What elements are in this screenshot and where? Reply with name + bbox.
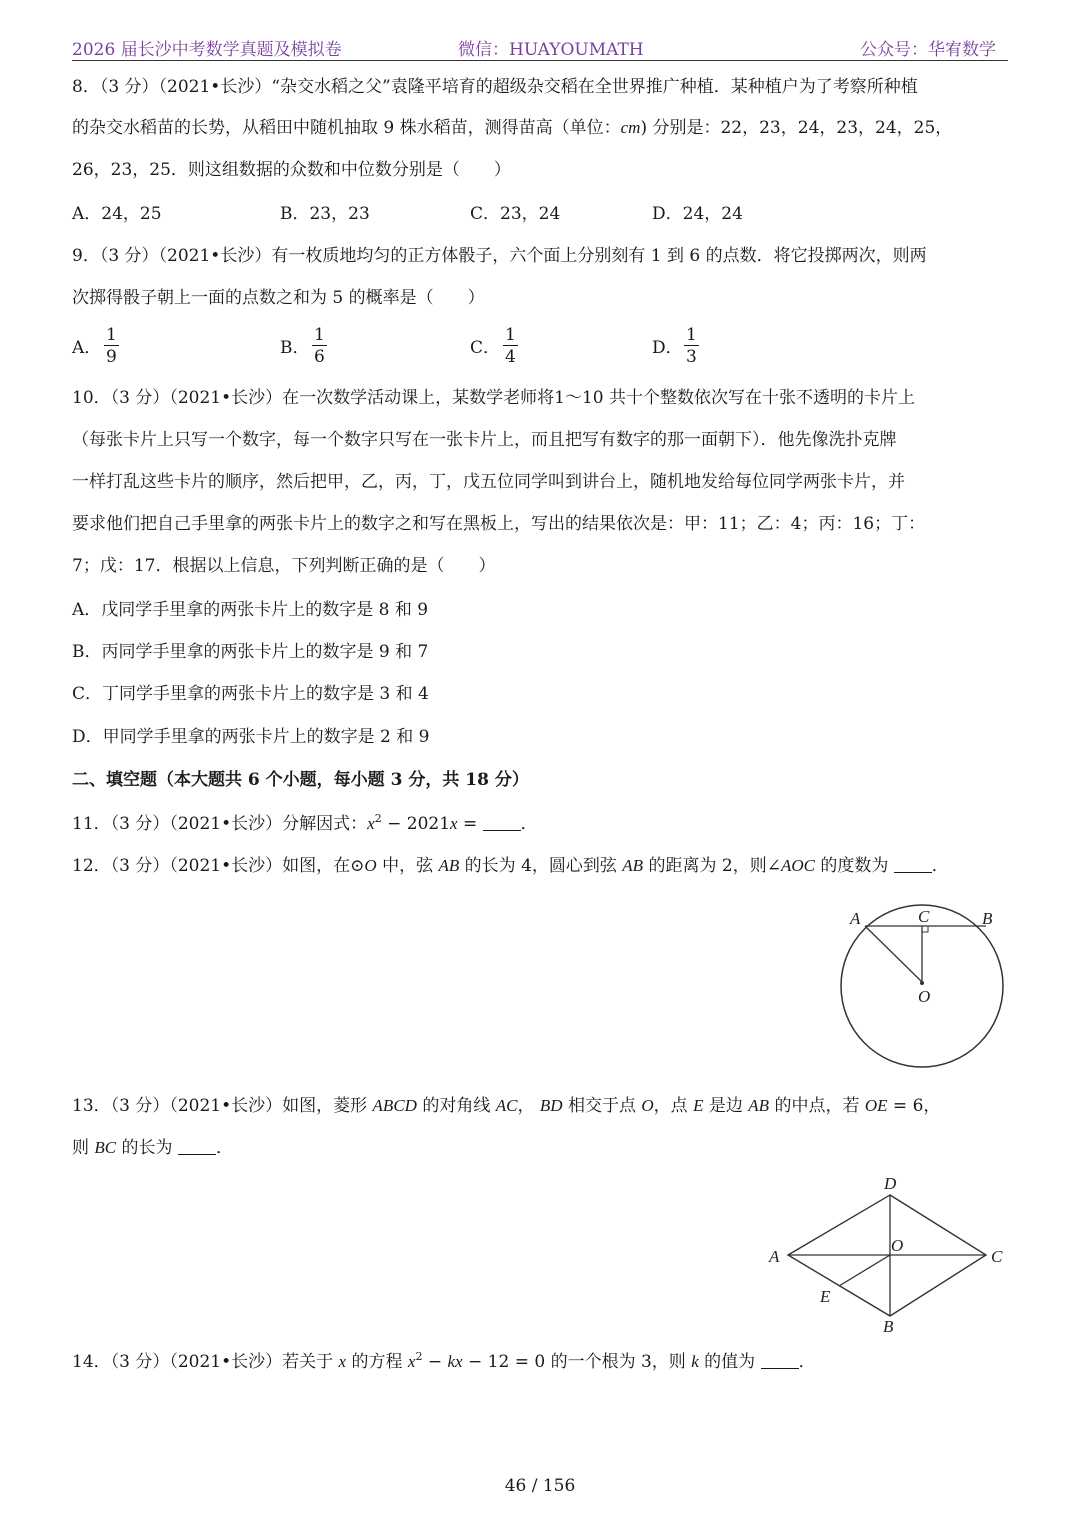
q9-option-b-label: B． xyxy=(280,338,310,358)
q14: 14．（3 分）（2021•长沙）若关于 x 的方程 $x^2$ − kx − 12 = 0 的一个根为 3，则 k 的值为 ． xyxy=(72,1350,816,1372)
segment-ao xyxy=(865,926,922,982)
q12: 12．（3 分）（2021•长沙）如图，在⊙O 中，弦 AB 的长为 4，圆心到弦 AB 的距离为 2，则∠AOC 的度数为 ． xyxy=(72,856,949,876)
q9-option-c-fraction: $\frac{1}{4}$ xyxy=(505,325,516,367)
q13-line-2: 则 BC 的长为 ． xyxy=(72,1138,233,1158)
q8-option-d: D．24，24 xyxy=(652,204,743,224)
q10-line-1: 10．（3 分）（2021•长沙）在一次数学活动课上，某数学老师将1～10 共十个整数依次写在十张不透明的卡片上 xyxy=(72,388,915,408)
label-a: A xyxy=(769,1247,780,1266)
label-o: O xyxy=(918,987,931,1006)
q9-line-2: 次掷得骰子朝上一面的点数之和为 5 的概率是（ ） xyxy=(72,288,485,308)
q9-line-1: 9．（3 分）（2021•长沙）有一枚质地均匀的正方体骰子，六个面上分别刻有 1 到 6 的点数．将它投掷两次，则两 xyxy=(72,246,927,266)
header-account: 公众号：华宥数学 xyxy=(860,40,996,60)
q8-option-b: B．23，23 xyxy=(280,204,370,224)
q10-line-5: 7；戊：17．根据以上信息，下列判断正确的是（ ） xyxy=(72,556,496,576)
q8-line-3: 26，23，25．则这组数据的众数和中位数分别是（ ） xyxy=(72,160,511,180)
q9-option-c-label: C． xyxy=(470,338,501,358)
q9-option-a-fraction: $\frac{1}{9}$ xyxy=(106,325,117,367)
label-a: A xyxy=(850,909,861,928)
q8-option-c: C．23，24 xyxy=(470,204,561,224)
q14-answer-blank xyxy=(761,1352,799,1369)
q8-line-1: 8．（3 分）（2021•长沙）“杂交水稻之父”袁隆平培育的超级杂交稻在全世界推广种植．某种植户为了考察所种植 xyxy=(72,77,918,97)
q9-option-a-label: A． xyxy=(72,338,102,358)
q10-line-2: （每张卡片上只写一个数字，每一个数字只写在一张卡片上，而且把写有数字的那一面朝下）．他先像洗扑克牌 xyxy=(72,430,897,450)
q13-answer-blank xyxy=(178,1138,216,1155)
q10-option-a: A．戊同学手里拿的两张卡片上的数字是 8 和 9 xyxy=(72,600,429,620)
q10-line-3: 一样打乱这些卡片的顺序，然后把甲，乙，丙，丁，戊五位同学叫到讲台上，随机地发给每位同学两张卡片，并 xyxy=(72,472,905,492)
q13-line-1: 13．（3 分）（2021•长沙）如图，菱形 ABCD 的对角线 AC， BD 相交于点 O，点 E 是边 AB 的中点，若 OE = 6， xyxy=(72,1096,941,1116)
label-c: C xyxy=(991,1247,1003,1266)
page-header xyxy=(72,32,1008,61)
segment-oe xyxy=(839,1255,890,1286)
label-d: D xyxy=(884,1174,897,1193)
q8-line-2: 的杂交水稻苗的长势，从稻田中随机抽取 9 株水稻苗，测得苗高（单位：cm) 分别是：22，23，24，23，24，25， xyxy=(72,118,953,138)
label-b: B xyxy=(982,909,993,928)
q13-rhombus-figure xyxy=(764,1172,1010,1336)
page-number: 46 / 156 xyxy=(504,1476,576,1496)
label-c: C xyxy=(918,907,930,926)
label-b: B xyxy=(883,1317,894,1336)
label-e: E xyxy=(820,1287,831,1306)
label-o: O xyxy=(891,1236,904,1255)
q12-answer-blank xyxy=(894,856,932,873)
center-point xyxy=(920,981,924,985)
q8-option-a: A．24，25 xyxy=(72,204,162,224)
q9-option-d-label: D． xyxy=(652,338,683,358)
q10-option-d: D．甲同学手里拿的两张卡片上的数字是 2 和 9 xyxy=(72,727,430,747)
q9-option-d-fraction: $\frac{1}{3}$ xyxy=(686,325,697,367)
q10-option-c: C．丁同学手里拿的两张卡片上的数字是 3 和 4 xyxy=(72,684,429,704)
q12-circle-figure xyxy=(836,904,1008,1068)
q10-option-b: B．丙同学手里拿的两张卡片上的数字是 9 和 7 xyxy=(72,642,429,662)
section-heading: 二、填空题（本大题共 6 个小题，每小题 3 分，共 18 分） xyxy=(72,770,529,790)
q11-answer-blank xyxy=(483,814,521,831)
right-angle-mark xyxy=(922,926,928,932)
q11: 11．（3 分）（2021•长沙）分解因式：$x^2 - 2021x$ = ． xyxy=(72,812,538,834)
header-title: 2026 届长沙中考数学真题及模拟卷 xyxy=(72,40,342,60)
q9-option-b-fraction: $\frac{1}{6}$ xyxy=(314,325,325,367)
q10-line-4: 要求他们把自己手里拿的两张卡片上的数字之和写在黑板上，写出的结果依次是：甲：11；乙：4；丙：16；丁： xyxy=(72,514,926,534)
header-wechat: 微信：HUAYOUMATH xyxy=(458,40,644,60)
